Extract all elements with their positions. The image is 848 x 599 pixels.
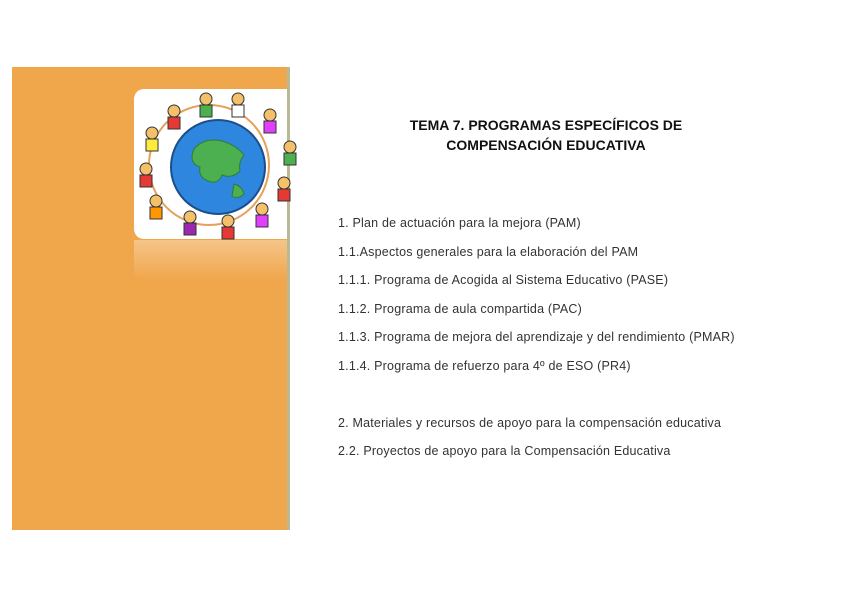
toc-item: 1.1.2. Programa de aula compartida (PAC) [338,301,582,316]
toc-item: 1.1.Aspectos generales para la elaboración del PAM [338,244,639,259]
toc-item: 1.1.3. Programa de mejora del aprendizaje y del rendimiento (PMAR) [338,330,735,345]
toc-item: 2.2. Proyectos de apoyo para la Compensación Educativa [338,444,671,459]
title-line-1: TEMA 7. PROGRAMAS ESPECÍFICOS DE [409,117,683,133]
illustration-reflection [134,240,287,280]
toc-spacer [338,385,818,413]
toc-item: 1.1.4. Programa de refuerzo para 4º de ESO (PR4) [338,358,631,373]
globe-children-icon [134,89,304,249]
toc-item: 1.1.1. Programa de Acogida al Sistema Educativo (PASE) [338,273,669,288]
illustration-card [134,89,287,239]
title-line-2: COMPENSACIÓN EDUCATIVA [446,137,646,153]
table-of-contents [338,213,818,470]
page-title [360,115,732,155]
toc-item: 1. Plan de actuación para la mejora (PAM) [338,216,581,230]
toc-item: 2. Materiales y recursos de apoyo para la compensación educativa [338,415,722,430]
